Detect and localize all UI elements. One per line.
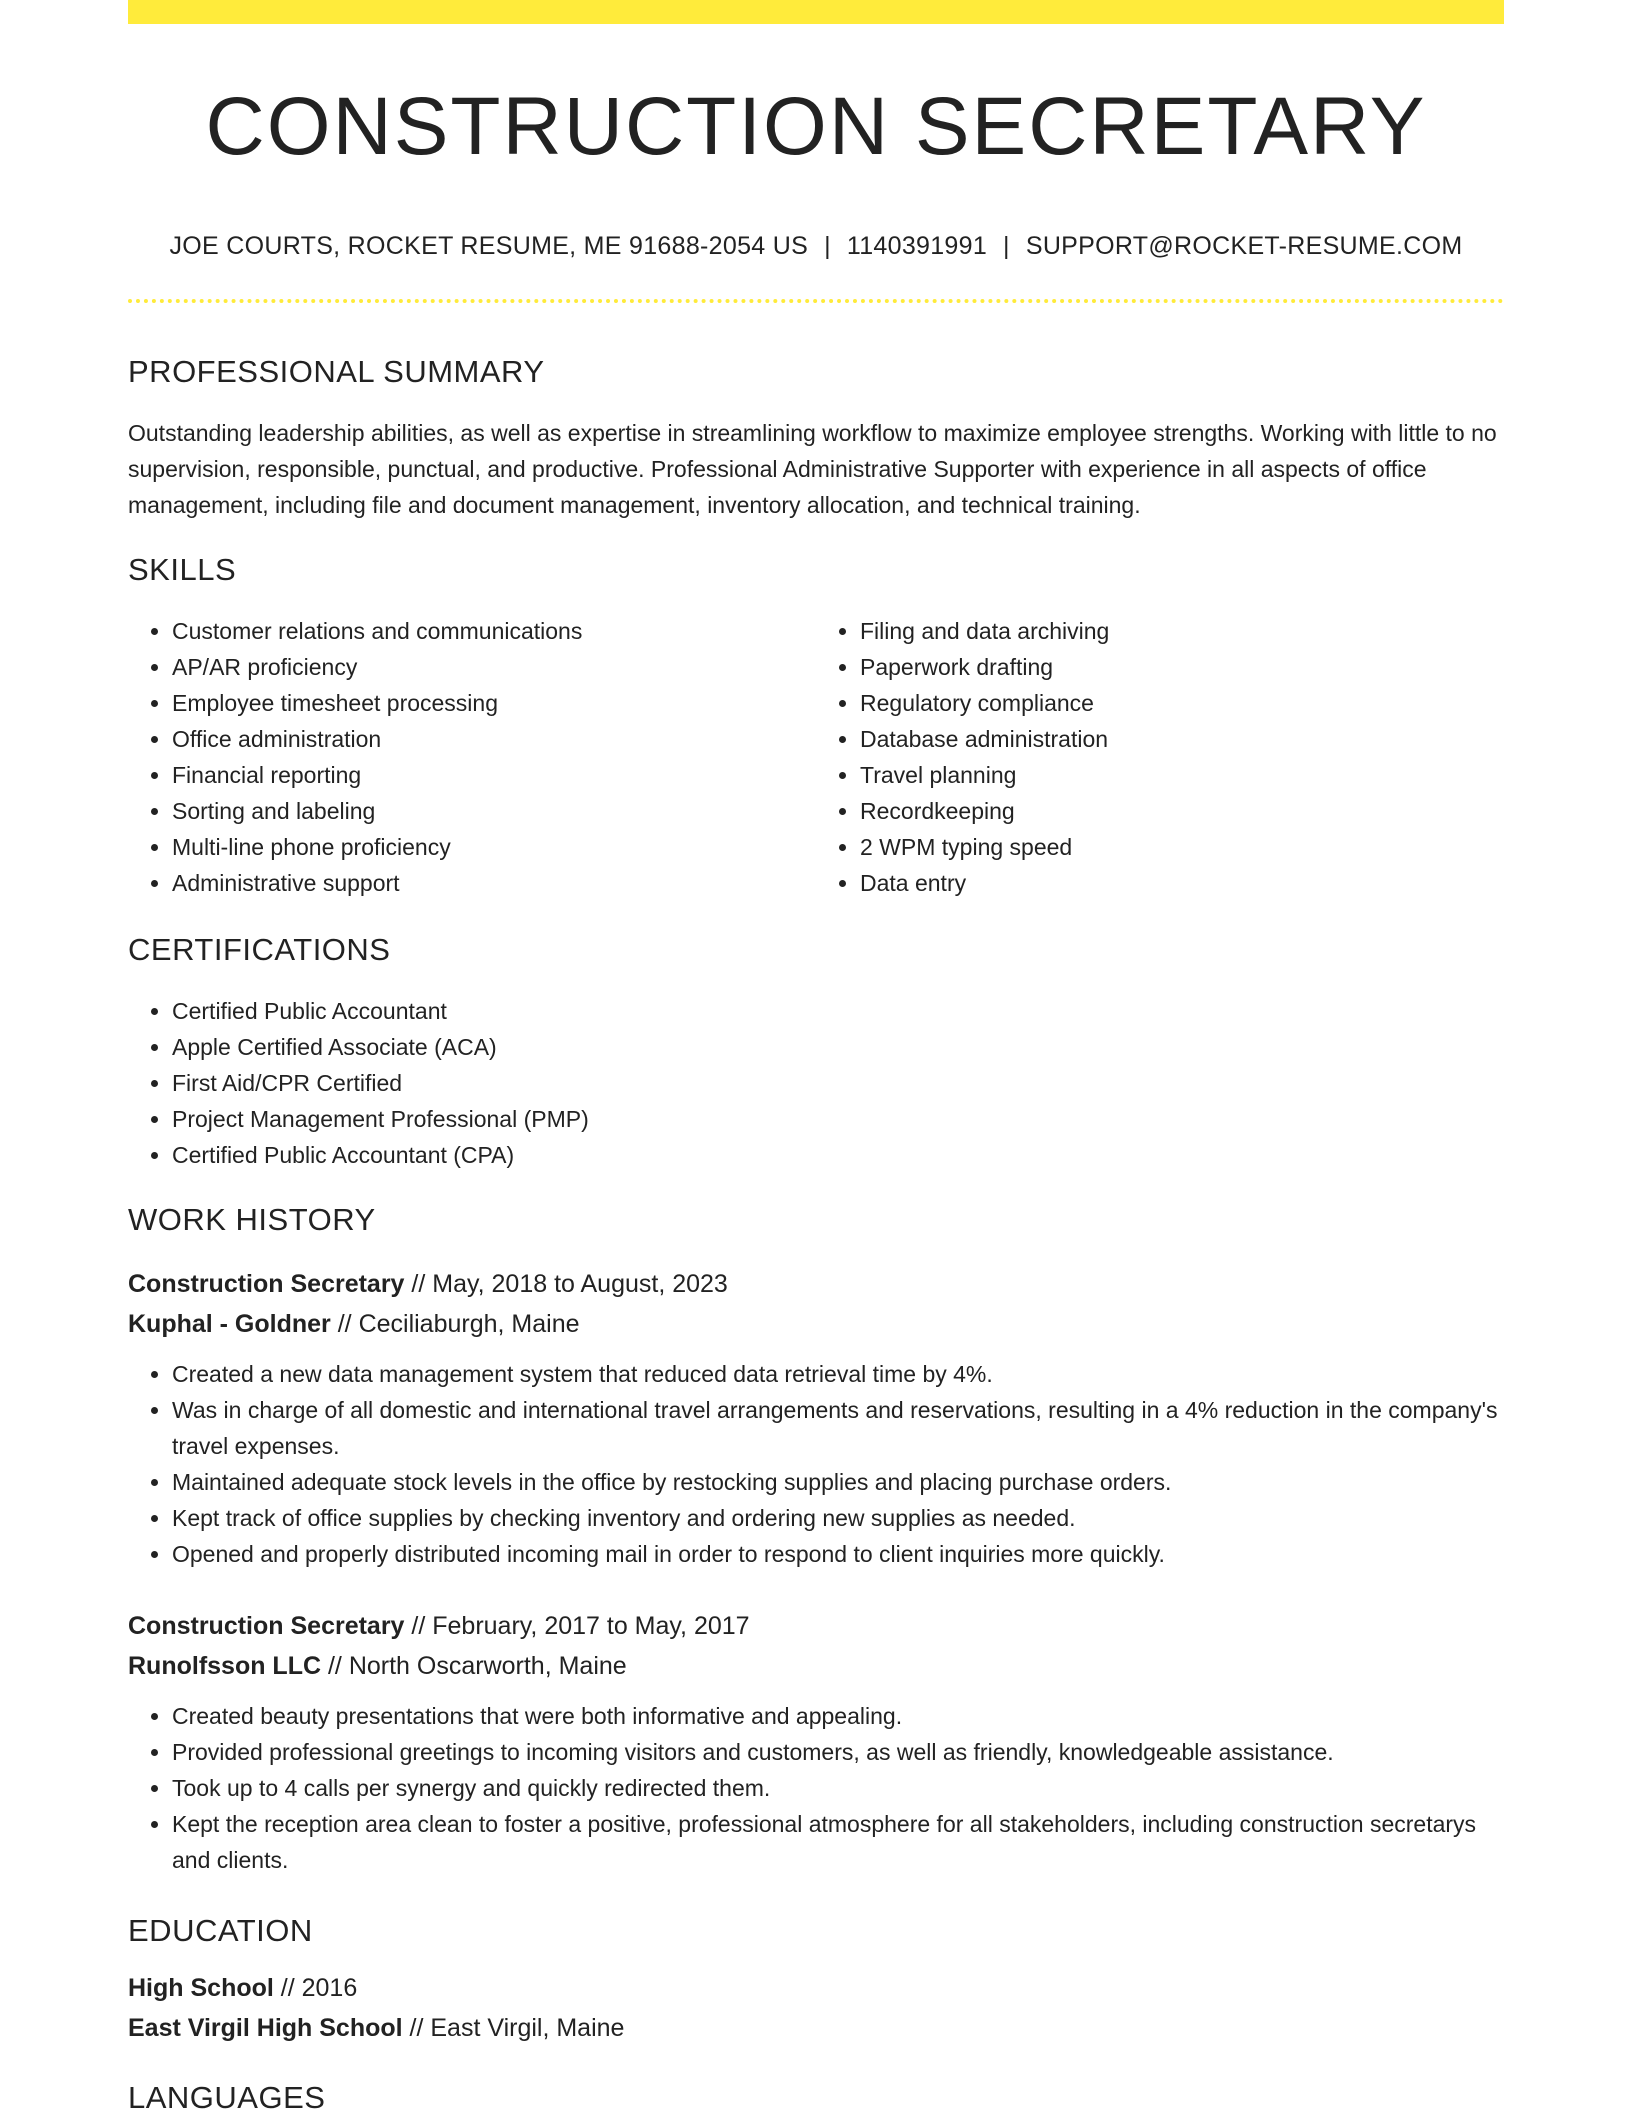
list-item: • Office administration xyxy=(172,721,816,757)
job-company-line xyxy=(128,1304,1504,1344)
list-item: • First Aid/CPR Certified xyxy=(172,1065,1504,1101)
education-degree-line xyxy=(128,1968,1504,2008)
education-section xyxy=(128,1915,1504,2048)
list-item: • Provided professional greetings to incoming visitors and customers, as well as friendly, knowledgeable assistance. xyxy=(172,1734,1504,1770)
contact-line xyxy=(128,234,1504,259)
job-title: Construction Secretary xyxy=(128,1612,405,1640)
list-item: • Recordkeeping xyxy=(860,793,1504,829)
education-school: East Virgil High School xyxy=(128,2014,403,2042)
job-bullets xyxy=(128,1698,1504,1878)
list-item: • Regulatory compliance xyxy=(860,685,1504,721)
list-item: • Multi-line phone proficiency xyxy=(172,829,816,865)
job-bullets xyxy=(128,1356,1504,1572)
job-company-line xyxy=(128,1646,1504,1686)
job-entry xyxy=(128,1264,1504,1572)
list-item: • Was in charge of all domestic and international travel arrangements and reservations, resulting in a 4% reduction in the company's travel expenses. xyxy=(172,1392,1504,1464)
list-item: • Travel planning xyxy=(860,757,1504,793)
list-item: • Project Management Professional (PMP) xyxy=(172,1101,1504,1137)
list-item: • Took up to 4 calls per synergy and quickly redirected them. xyxy=(172,1770,1504,1806)
list-item: • AP/AR proficiency xyxy=(172,649,816,685)
skills-heading: SKILLS xyxy=(128,552,237,587)
list-item: • Kept the reception area clean to foster a positive, professional atmosphere for all stakeholders, including construction secretarys and clients. xyxy=(172,1806,1504,1878)
job-title-line xyxy=(128,1264,1504,1304)
languages-section xyxy=(128,2082,1504,2113)
list-item: • Filing and data archiving xyxy=(860,613,1504,649)
certifications-heading: CERTIFICATIONS xyxy=(128,932,391,967)
education-school-line xyxy=(128,2008,1504,2048)
skills-list-right xyxy=(816,613,1504,901)
job-entry xyxy=(128,1606,1504,1878)
job-company: Kuphal - Goldner xyxy=(128,1310,331,1338)
work-section xyxy=(128,1204,1504,1235)
job-company: Runolfsson LLC xyxy=(128,1652,322,1680)
skills-section xyxy=(128,554,1504,901)
list-item: • Financial reporting xyxy=(172,757,816,793)
list-item: • Opened and properly distributed incoming mail in order to respond to client inquiries more quickly. xyxy=(172,1536,1504,1572)
list-item: • Maintained adequate stock levels in the office by restocking supplies and placing purchase orders. xyxy=(172,1464,1504,1500)
list-item: • Database administration xyxy=(860,721,1504,757)
certifications-section xyxy=(128,934,1504,1173)
job-title-line xyxy=(128,1606,1504,1646)
list-item: • 2 WPM typing speed xyxy=(860,829,1504,865)
list-item: • Administrative support xyxy=(172,865,816,901)
contact-separator: | xyxy=(824,232,831,260)
list-item: • Paperwork drafting xyxy=(860,649,1504,685)
list-item: • Certified Public Accountant (CPA) xyxy=(172,1137,1504,1173)
top-accent-bar xyxy=(128,0,1504,24)
job-dates: // February, 2017 to May, 2017 xyxy=(404,1612,750,1640)
resume-page xyxy=(128,0,1504,2115)
contact-separator: | xyxy=(1003,232,1010,260)
dotted-divider xyxy=(128,299,1504,303)
job-title: Construction Secretary xyxy=(128,1270,405,1298)
list-item: • Kept track of office supplies by checking inventory and ordering new supplies as needed. xyxy=(172,1500,1504,1536)
list-item: • Apple Certified Associate (ACA) xyxy=(172,1029,1504,1065)
skills-list-left xyxy=(128,613,816,901)
resume-title: CONSTRUCTION SECRETARY xyxy=(205,81,1427,172)
list-item: • Created beauty presentations that were both informative and appealing. xyxy=(172,1698,1504,1734)
list-item: • Data entry xyxy=(860,865,1504,901)
education-year: // 2016 xyxy=(273,1974,358,2002)
list-item: • Created a new data management system that reduced data retrieval time by 4%. xyxy=(172,1356,1504,1392)
job-dates: // May, 2018 to August, 2023 xyxy=(404,1270,728,1298)
contact-email: SUPPORT@ROCKET-RESUME.COM xyxy=(1025,232,1463,260)
summary-heading: PROFESSIONAL SUMMARY xyxy=(128,354,545,389)
skills-columns xyxy=(128,613,1504,901)
education-heading: EDUCATION xyxy=(128,1913,313,1948)
list-item: • Certified Public Accountant xyxy=(172,993,1504,1029)
list-item: • Employee timesheet processing xyxy=(172,685,816,721)
contact-phone: 1140391991 xyxy=(846,232,988,260)
education-location: // East Virgil, Maine xyxy=(402,2014,625,2042)
education-degree: High School xyxy=(128,1974,274,2002)
contact-address: JOE COURTS, ROCKET RESUME, ME 91688-2054 US xyxy=(169,232,809,260)
certifications-list xyxy=(128,993,1504,1173)
work-heading: WORK HISTORY xyxy=(128,1202,376,1237)
summary-text: Outstanding leadership abilities, as well as expertise in streamlining workflow to maximize employee strengths. Working with little to no supervision, responsible, punctual, and productive. Professional Administrative Supporter with experience in all aspects of office management, including file and document management, inventory allocation, and technical training. xyxy=(128,420,1497,518)
list-item: • Customer relations and communications xyxy=(172,613,816,649)
job-location: // Ceciliaburgh, Maine xyxy=(330,1310,580,1338)
list-item: • Sorting and labeling xyxy=(172,793,816,829)
languages-heading: LANGUAGES xyxy=(128,2080,326,2115)
summary-section xyxy=(128,356,1504,523)
job-location: // North Oscarworth, Maine xyxy=(321,1652,627,1680)
